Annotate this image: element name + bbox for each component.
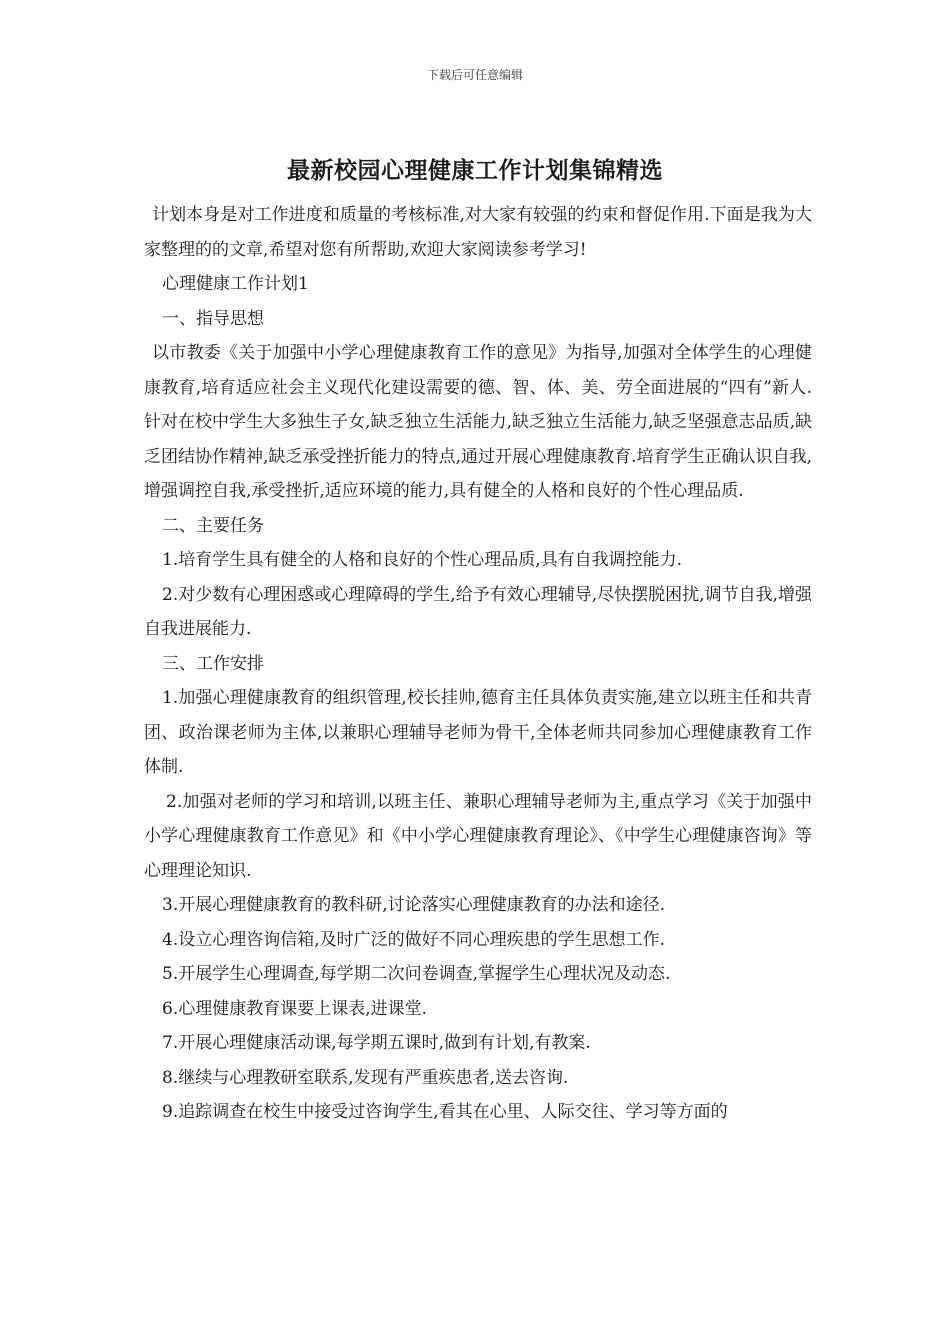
arrangement-item-6: 6.心理健康教育课要上课表,进课堂. [162,998,428,1019]
document-title: 最新校园心理健康工作计划集锦精选 [287,157,663,184]
task-item-2: 2.对少数有心理困惑或心理障碍的学生,给予有效心理辅导,尽快摆脱困扰,调节自我,增强自我进展能力. [144,584,812,639]
document-body [144,198,812,1130]
section-heading-main-tasks: 二、主要任务 [162,515,264,536]
arrangement-item-2: 2.加强对老师的学习和培训,以班主任、兼职心理辅导老师为主,重点学习《关于加强中小学心理健康教育工作意见》和《中小学心理健康教育理论》、《中学生心理健康咨询》等心理理论知识. [144,791,812,881]
plan-heading: 心理健康工作计划1 [162,274,309,294]
section-heading-guiding-thought: 一、指导思想 [162,308,264,329]
arrangement-item-8: 8.继续与心理教研室联系,发现有严重疾患者,送去咨询. [162,1067,569,1088]
section-heading-work-arrangement: 三、工作安排 [162,653,264,674]
arrangement-item-3: 3.开展心理健康教育的教科研,讨论落实心理健康教育的办法和途径. [162,895,666,915]
page-header-note: 下载后可任意编辑 [426,68,523,82]
arrangement-item-9: 9.追踪调查在校生中接受过咨询学生,看其在心里、人际交往、学习等方面的 [162,1102,728,1122]
intro-paragraph: 计划本身是对工作进度和质量的考核标准,对大家有较强的约束和督促作用.下面是我为大家整理的的文章,希望对您有所帮助,欢迎大家阅读参考学习! [144,205,812,260]
guiding-thought-paragraph: 以市教委《关于加强中小学心理健康教育工作的意见》为指导,加强对全体学生的心理健康教育,培育适应社会主义现代化建设需要的德、智、体、美、劳全面进展的“四有”新人.针对在校中学生大多独生子女,缺乏独立生活能力,缺乏独立生活能力,缺乏坚强意志品质,缺乏团结协作精神,缺乏承受挫折能力的特点,通过开展心理健康教育.培育学生正确认识自我,增强调控自我,承受挫折,适应环境的能力,具有健全的人格和良好的个性心理品质. [144,343,812,501]
arrangement-item-4: 4.设立心理咨询信箱,及时广泛的做好不同心理疾患的学生思想工作. [162,929,666,950]
arrangement-item-5: 5.开展学生心理调查,每学期二次问卷调查,掌握学生心理状况及动态. [162,964,671,984]
arrangement-item-7: 7.开展心理健康活动课,每学期五课时,做到有计划,有教案. [162,1033,591,1053]
arrangement-item-1: 1.加强心理健康教育的组织管理,校长挂帅,德育主任具体负责实施,建立以班主任和共青团、政治课老师为主体,以兼职心理辅导老师为骨干,全体老师共同参加心理健康教育工作体制. [144,688,812,777]
task-item-1: 1.培育学生具有健全的人格和良好的个性心理品质,具有自我调控能力. [162,550,683,570]
